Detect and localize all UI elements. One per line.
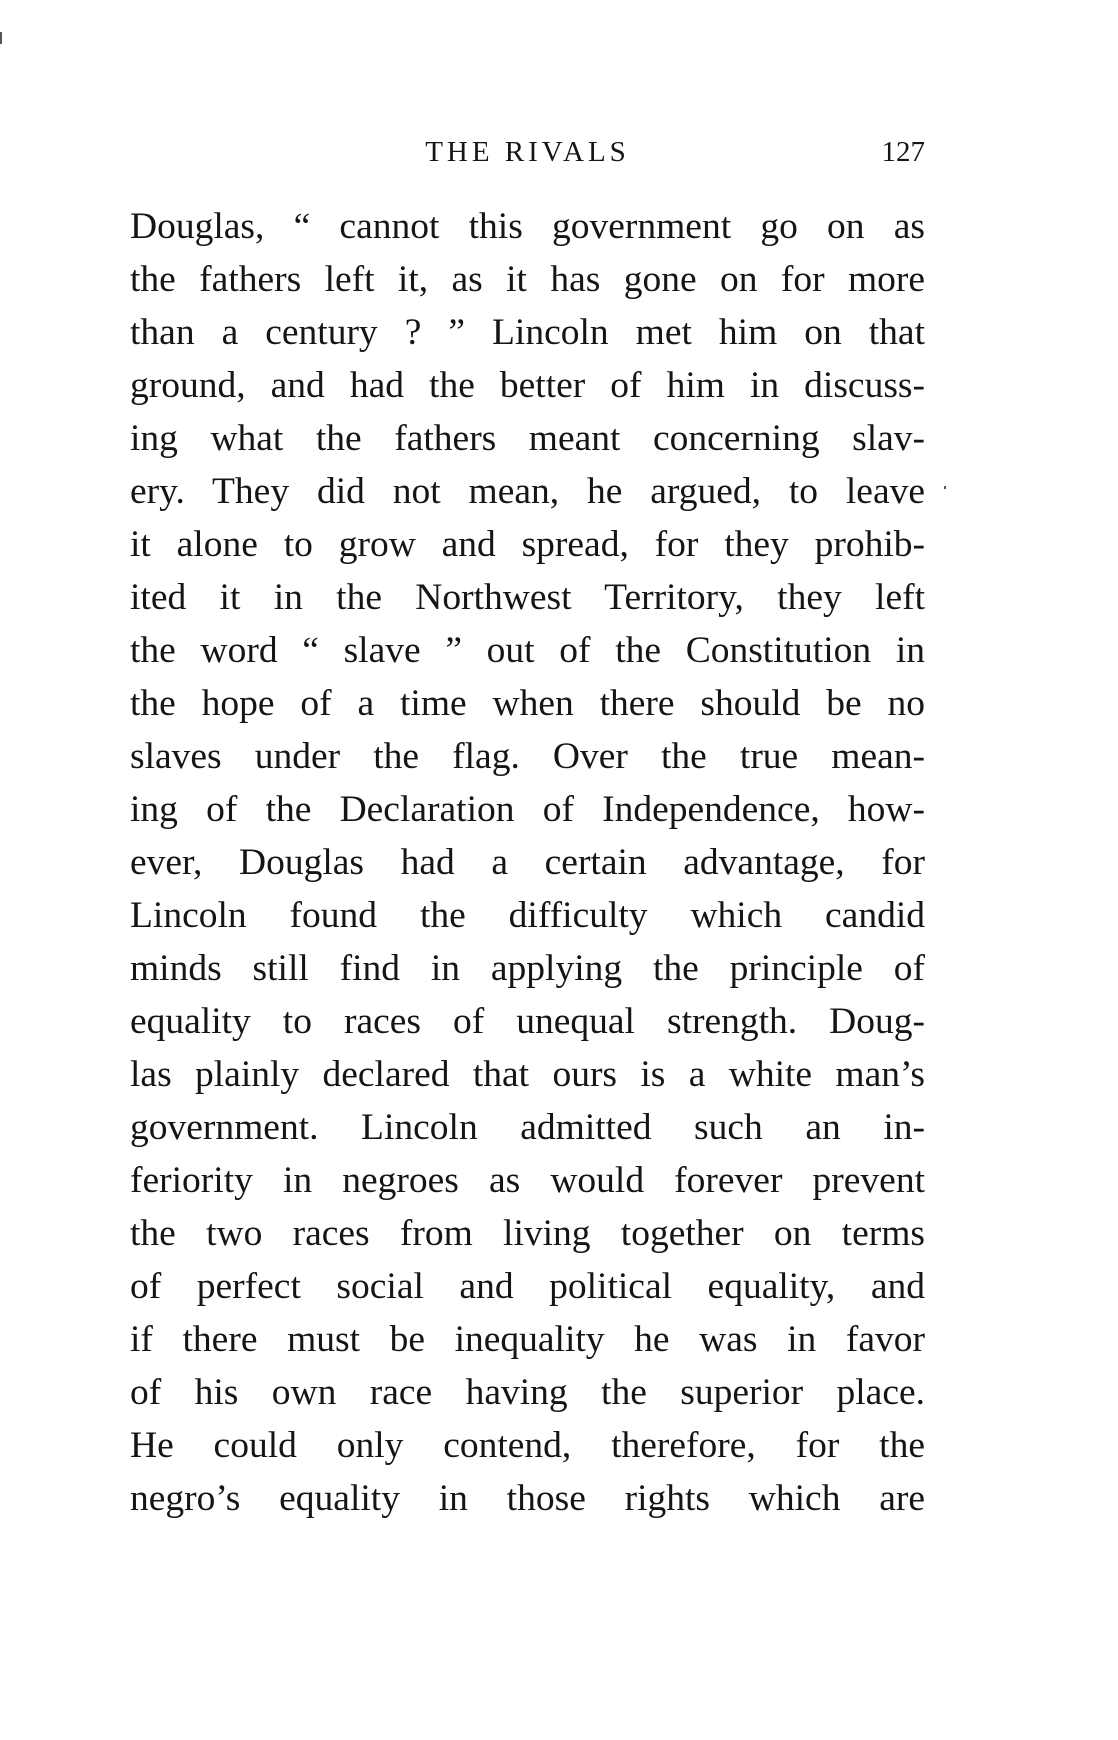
text-line: of perfect social and political equality, and <box>130 1266 925 1307</box>
text-line: than a century ? ” Lincoln met him on that <box>130 312 925 353</box>
text-line: minds still find in applying the principle of <box>130 948 925 989</box>
running-title: THE RIVALS <box>425 136 630 168</box>
text-line: slaves under the flag. Over the true mean- <box>130 736 925 777</box>
text-line: ing what the fathers meant concerning slav- <box>130 418 925 459</box>
page-header <box>130 130 925 174</box>
text-line: the fathers left it, as it has gone on for more <box>130 259 925 300</box>
text-line: equality to races of unequal strength. Doug- <box>130 1001 925 1042</box>
text-line: the hope of a time when there should be no <box>130 683 925 724</box>
text-line: negro’s equality in those rights which are <box>130 1478 925 1519</box>
text-line: of his own race having the superior place. <box>130 1372 925 1413</box>
text-line: if there must be inequality he was in favor <box>130 1319 925 1360</box>
text-line: ing of the Declaration of Independence, how- <box>130 789 925 830</box>
text-line: the word “ slave ” out of the Constitution in <box>130 630 925 671</box>
text-line: ery. They did not mean, he argued, to leave <box>130 471 925 512</box>
text-line: it alone to grow and spread, for they prohib- <box>130 524 925 565</box>
text-line: government. Lincoln admitted such an in- <box>130 1107 925 1148</box>
text-line: He could only contend, therefore, for the <box>130 1425 925 1466</box>
page-number: 127 <box>881 136 925 168</box>
text-line: ited it in the Northwest Territory, they left <box>130 577 925 618</box>
text-line: feriority in negroes as would forever prevent <box>130 1160 925 1201</box>
scan-speck-mark <box>944 486 946 489</box>
text-line: ground, and had the better of him in discuss- <box>130 365 925 406</box>
text-line: Lincoln found the difficulty which candid <box>130 895 925 936</box>
body-text <box>130 200 925 1525</box>
text-line: the two races from living together on terms <box>130 1213 925 1254</box>
text-line: ever, Douglas had a certain advantage, for <box>130 842 925 883</box>
text-line: Douglas, “ cannot this government go on as <box>130 206 925 247</box>
text-line: las plainly declared that ours is a white man’s <box>130 1054 925 1095</box>
scan-speck-mark <box>0 32 2 44</box>
